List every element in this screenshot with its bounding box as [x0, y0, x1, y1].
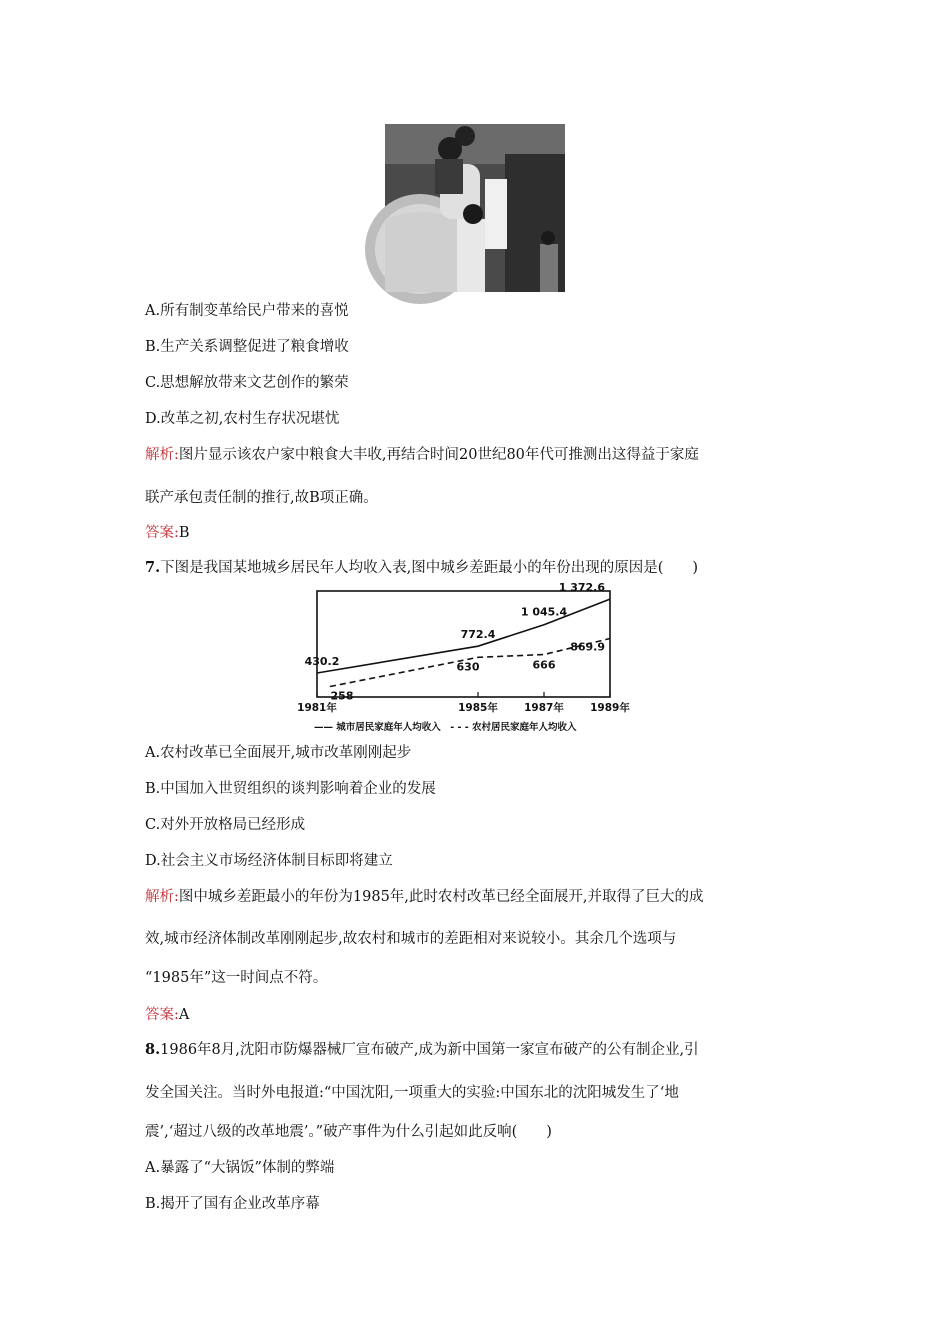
q6-option-a: A.所有制变革给民户带来的喜悦: [145, 303, 349, 319]
q8-stem-line2: 发全国关注。当时外电报道:“中国沈阳,一项重大的实验:中国东北的沈阳城发生了‘地: [145, 1085, 679, 1101]
chart-legend: —— 城市居民家庭年人均收入 - - - 农村居民家庭年人均收入: [314, 722, 577, 733]
question-text: 1986年8月,沈阳市防爆器械厂宣布破产,成为新中国第一家宣布破产的公有制企业,引: [160, 1042, 699, 1058]
x-tick-label: 1987年: [524, 702, 564, 714]
q7-option-d: D.社会主义市场经济体制目标即将建立: [145, 853, 393, 869]
analysis-label: 解析:: [145, 447, 179, 463]
data-label: 1 045.4: [520, 605, 568, 619]
q7-option-b: B.中国加入世贸组织的谈判影响着企业的发展: [145, 781, 436, 797]
question-number: 8.: [145, 1041, 161, 1058]
answer-value: A: [178, 1007, 190, 1023]
x-tick-label: 1981年: [297, 702, 337, 714]
income-line-chart: [297, 581, 640, 734]
question-text: 下图是我国某地城乡居民年人均收入表,图中城乡差距最小的年份出现的原因是( ): [160, 560, 699, 576]
data-label: 869.9: [570, 640, 605, 654]
q6-analysis-line1: [145, 445, 699, 465]
answer-value: B: [178, 525, 190, 541]
x-tick-label: 1989年: [590, 702, 630, 714]
data-label: 258: [330, 689, 354, 703]
q8-option-a: A.暴露了“大锅饭”体制的弊端: [145, 1160, 335, 1176]
q6-option-c: C.思想解放带来文艺创作的繁荣: [145, 375, 349, 391]
data-label: 666: [532, 658, 556, 672]
q8-option-b: B.揭开了国有企业改革序幕: [145, 1196, 320, 1212]
q7-answer: [145, 1005, 189, 1025]
q6-option-d: D.改革之初,农村生存状况堪忧: [145, 411, 340, 427]
analysis-text: 图中城乡差距最小的年份为1985年,此时农村改革已经全面展开,并取得了巨大的成: [178, 889, 704, 905]
q6-answer: [145, 523, 190, 543]
analysis-label: 解析:: [145, 889, 179, 905]
q7-option-c: C.对外开放格局已经形成: [145, 817, 306, 833]
q7-analysis-line2: 效,城市经济体制改革刚刚起步,故农村和城市的差距相对来说较小。其余几个选项与: [145, 931, 677, 947]
q8-stem-line1: [145, 1040, 699, 1060]
q6-option-b: B.生产关系调整促进了粮食增收: [145, 339, 349, 355]
answer-label: 答案:: [145, 1007, 179, 1023]
q8-stem-line3: 震’,‘超过八级的改革地震’。”破产事件为什么引起如此反响( ): [145, 1124, 552, 1140]
data-label: 430.2: [304, 655, 340, 669]
q7-stem: [145, 558, 698, 578]
q7-analysis-line3: “1985年”这一时间点不符。: [145, 970, 328, 986]
q6-analysis-line2: 联产承包责任制的推行,故B项正确。: [145, 490, 378, 506]
x-tick-label: 1985年: [458, 702, 498, 714]
answer-label: 答案:: [145, 525, 179, 541]
data-label: 772.4: [460, 628, 496, 642]
q7-option-a: A.农村改革已全面展开,城市改革刚刚起步: [145, 745, 412, 761]
harvest-photo: [385, 124, 565, 292]
question-number: 7.: [145, 559, 161, 576]
data-label: 630: [456, 660, 480, 674]
data-label: 1 372.6: [558, 581, 605, 595]
q7-analysis-line1: [145, 887, 704, 907]
analysis-text: 图片显示该农户家中粮食大丰收,再结合时间20世纪80年代可推测出这得益于家庭: [178, 447, 699, 463]
